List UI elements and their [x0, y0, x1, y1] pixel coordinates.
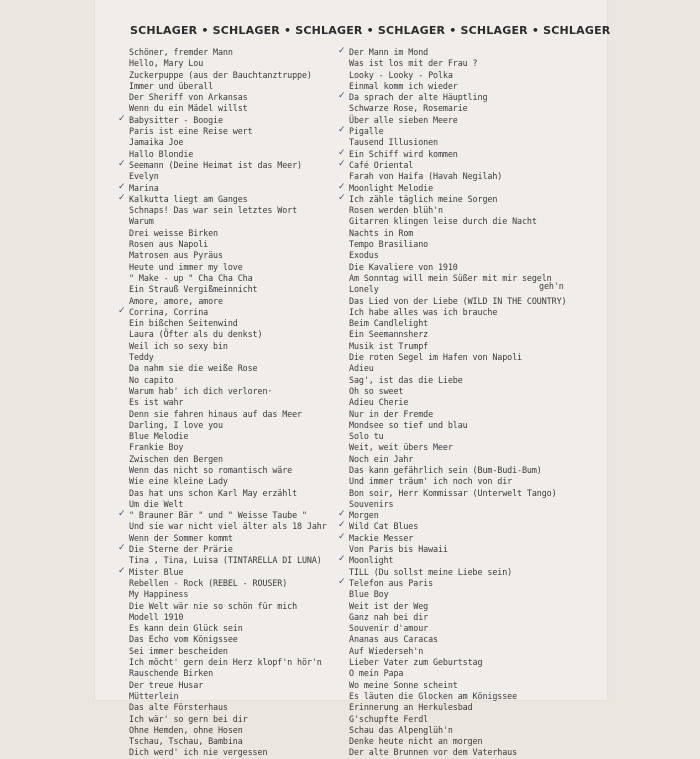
song-list-item [129, 171, 344, 182]
song-title: Mackie Messer [349, 532, 414, 543]
song-list-item [129, 476, 344, 487]
song-list-item [349, 668, 594, 679]
song-list-item [129, 81, 344, 92]
song-title: Tausend Illusionen [349, 137, 438, 148]
song-title: Lonely [349, 284, 379, 295]
song-title: Das kann gefährlich sein (Bum-Budi-Bum) [349, 464, 542, 475]
song-list-item [129, 205, 344, 216]
song-list-item [349, 228, 594, 239]
song-list-item [349, 420, 594, 431]
song-title: Und sie war nicht viel älter als 18 Jahr [129, 521, 327, 532]
song-list-item [129, 578, 344, 589]
song-title: Schnaps! Das war sein letztes Wort [129, 205, 298, 216]
song-title: Zwischen den Bergen [129, 453, 223, 464]
song-title: Denn sie fahren hinaus auf das Meer [129, 408, 302, 419]
song-list-item [129, 216, 344, 227]
song-title: Der treue Husar [129, 679, 204, 690]
song-list-item [129, 714, 344, 725]
song-title: Corrina, Corrina [129, 306, 209, 317]
song-title: Wild Cat Blues [349, 521, 419, 532]
song-title: Laura (Öfter als du denkst) [129, 329, 263, 340]
song-title: Die Kavaliere von 1910 [349, 261, 458, 272]
song-list-item [129, 58, 344, 69]
song-title: Marina [129, 182, 159, 193]
checkmark-icon: ✓ [338, 554, 346, 565]
song-list-item [349, 601, 594, 612]
song-list-item [129, 250, 344, 261]
checkmark-icon: ✓ [338, 531, 346, 542]
song-title: Weit, weit übers Meer [349, 442, 453, 453]
song-title: Dich werd' ich nie vergessen [129, 747, 268, 758]
checkmark-icon: ✓ [118, 158, 126, 169]
song-title: Über alle sieben Meere [349, 114, 458, 125]
song-title: Evelyn [129, 171, 159, 182]
song-list-item [129, 329, 344, 340]
song-title: Adieu Cherie [349, 397, 409, 408]
song-title: Denke heute nicht an morgen [349, 736, 483, 747]
song-list-item [338, 46, 594, 58]
song-list-item [129, 612, 344, 623]
song-list-item [118, 181, 344, 194]
song-list-item [129, 103, 344, 114]
song-title: Ich zähle täglich meine Sorgen [349, 193, 498, 204]
song-title: My Happiness [129, 589, 189, 600]
song-list-item [349, 702, 594, 713]
song-list-item [118, 192, 344, 205]
song-list-item [129, 747, 344, 758]
song-title: Das Echo vom Königssee [129, 634, 238, 645]
checkmark-icon: ✓ [338, 181, 346, 192]
checkmark-icon: ✓ [118, 181, 126, 192]
song-title: Looky - Looky - Polka [349, 69, 453, 80]
checkmark-icon: ✓ [118, 192, 126, 203]
song-list-item [349, 115, 594, 126]
song-list-item [129, 228, 344, 239]
song-list-item [349, 250, 594, 261]
song-list-item [349, 386, 594, 397]
song-title: Souvenirs [349, 498, 394, 509]
song-title: Der alte Brunnen vor dem Vaterhaus [349, 747, 518, 758]
checkmark-icon: ✓ [118, 509, 126, 520]
song-title: O mein Papa [349, 668, 404, 679]
song-title: Der Mann im Mond [349, 47, 429, 57]
song-title: Ein Schiff wird kommen [349, 148, 458, 159]
song-list-item [349, 634, 594, 645]
song-title: Schwarze Rose, Rosemarie [349, 103, 468, 114]
song-list-item [129, 375, 344, 386]
song-title: Noch ein Jahr [349, 453, 414, 464]
song-list-item [349, 691, 594, 702]
song-list-item [129, 601, 344, 612]
song-title: Gitarren klingen leise durch die Nacht [349, 216, 537, 227]
song-list-item [349, 612, 594, 623]
page-header: SCHLAGER • SCHLAGER • SCHLAGER • SCHLAGER • SCHLAGER • SCHLAGER [130, 24, 611, 37]
song-title: Telefon aus Paris [349, 577, 434, 588]
song-list-item [129, 454, 344, 465]
song-list-item [129, 657, 344, 668]
song-title: Drei weisse Birken [129, 227, 218, 238]
song-list-item [349, 81, 594, 92]
song-list-item [338, 125, 594, 137]
song-title: Pigalle [349, 126, 384, 137]
song-list-item [338, 520, 594, 532]
song-title: Bon soir, Herr Kommissar (Unterwelt Tango) [349, 487, 557, 498]
song-title: Nachts in Rom [349, 227, 414, 238]
song-title: Es kann dein Glück sein [129, 623, 243, 634]
checkmark-icon: ✓ [338, 509, 346, 520]
song-list-item [338, 158, 594, 171]
song-list-item [129, 442, 344, 453]
song-list-item [349, 352, 594, 363]
song-title: Darling, I love you [129, 419, 223, 430]
song-list-item [349, 465, 594, 476]
song-title: Wie eine kleine Lady [129, 476, 228, 487]
song-title: Warum hab' ich dich verloren· [129, 385, 273, 396]
song-list-item [129, 397, 344, 408]
song-list-item [129, 533, 344, 544]
song-title: Schöner, fremder Mann [129, 47, 233, 57]
song-title: Auf Wiederseh'n [349, 645, 424, 656]
song-list-item [129, 70, 344, 81]
song-list-item [118, 565, 344, 578]
song-list-item [349, 341, 594, 352]
song-list-item [349, 318, 594, 329]
song-title: Das hat uns schon Karl May erzählt [129, 487, 298, 498]
song-list-item [349, 680, 594, 691]
checkmark-icon: ✓ [338, 125, 346, 136]
song-title: Hello, Mary Lou [129, 58, 204, 69]
song-title: Souvenir d'amour [349, 623, 429, 634]
song-title: Es läuten die Glocken am Königssee [349, 690, 518, 701]
song-title: Seemann (Deine Heimat ist das Meer) [129, 159, 302, 170]
song-list-item [129, 273, 344, 284]
song-title: Mondsee so tief und blau [349, 419, 468, 430]
song-title: Moonlight Melodie [349, 182, 434, 193]
song-list-item [129, 691, 344, 702]
song-title: Lieber Vater zum Geburtstag [349, 657, 483, 668]
song-title: Farah von Haifa (Havah Negilah) [349, 171, 503, 182]
song-list-item [349, 205, 594, 216]
song-title: Weil ich so sexy bin [129, 340, 228, 351]
song-title: Ein Seemannsherz [349, 329, 429, 340]
song-list-item [349, 239, 594, 250]
song-title: Exodus [349, 250, 379, 261]
checkmark-icon: ✓ [338, 576, 346, 587]
song-list-item [129, 92, 344, 103]
song-title: Oh so sweet [349, 385, 404, 396]
song-title: Heute und immer my love [129, 261, 243, 272]
checkmark-icon: ✓ [118, 113, 126, 124]
song-list-item [338, 531, 594, 544]
song-list-item [349, 262, 594, 273]
song-title: Ich habe alles was ich brauche [349, 306, 498, 317]
song-list-item [129, 736, 344, 747]
song-list-item [129, 646, 344, 657]
song-title: Am Sonntag will mein Süßer mit mir segeln [349, 272, 552, 283]
song-title: Modell 1910 [129, 611, 184, 622]
song-list-item [349, 307, 594, 318]
song-title: " Brauner Bär " und " Weisse Taube " [129, 510, 307, 521]
song-list-item [349, 103, 594, 114]
song-list-item [129, 431, 344, 442]
checkmark-icon: ✓ [338, 91, 346, 102]
song-list-item [129, 488, 344, 499]
song-list-item [349, 137, 594, 148]
song-title: Die roten Segel im Hafen von Napoli [349, 352, 522, 363]
song-list-item [129, 284, 344, 295]
song-title: Wenn das nicht so romantisch wäre [129, 464, 293, 475]
song-title: Paris ist eine Reise wert [129, 126, 253, 137]
song-title: Der Sheriff von Arkansas [129, 92, 248, 103]
song-list-item [129, 239, 344, 250]
song-title: Blue Melodie [129, 431, 189, 442]
song-list-item [349, 657, 594, 668]
song-title: Da nahm sie die weiße Rose [129, 363, 258, 374]
song-title: TILL (Du sollst meine Liebe sein) [349, 566, 513, 577]
song-title: Zuckerpuppe (aus der Bauchtanztruppe) [129, 69, 312, 80]
checkmark-icon: ✓ [118, 543, 126, 554]
song-list-item [349, 363, 594, 374]
song-list-item [129, 680, 344, 691]
song-title: Kalkutta liegt am Ganges [129, 193, 248, 204]
song-list-item [118, 509, 344, 521]
song-list-item [338, 91, 594, 103]
song-list-item [338, 554, 594, 566]
song-list-item [349, 397, 594, 408]
song-list-item [349, 284, 594, 295]
song-title: Rauschende Birken [129, 668, 214, 679]
song-title: Da sprach der alte Häuptling [349, 92, 488, 103]
song-title: Mütterlein [129, 690, 179, 701]
song-list-item [349, 375, 594, 386]
song-list-item [129, 262, 344, 273]
song-list-item [349, 171, 594, 182]
song-list-item [129, 296, 344, 307]
song-title: Es ist wahr [129, 397, 184, 408]
song-title: Babysitter - Boogie [129, 114, 223, 125]
checkmark-icon: ✓ [338, 147, 346, 158]
song-title: Wo meine Sonne scheint [349, 679, 458, 690]
song-title: Wenn du ein Mädel willst [129, 103, 248, 114]
song-title: Weit ist der Weg [349, 600, 429, 611]
song-title: Amore, amore, amore [129, 295, 223, 306]
song-list-item [129, 634, 344, 645]
song-list-item [118, 305, 344, 318]
song-title: Das Lied von der Liebe (WILD IN THE COUNTRY) [349, 295, 567, 306]
song-title: Jamaika Joe [129, 137, 184, 148]
song-title: Hallo Blondie [129, 148, 194, 159]
song-title: Sag', ist das die Liebe [349, 374, 463, 385]
song-list-item [349, 476, 594, 487]
song-title: Frankie Boy [129, 442, 184, 453]
song-title: Sei immer bescheiden [129, 645, 228, 656]
song-list-item [349, 454, 594, 465]
song-list-item [349, 488, 594, 499]
song-title: Immer und überall [129, 80, 214, 91]
song-list-item [129, 137, 344, 148]
song-title: Nur in der Fremde [349, 408, 434, 419]
song-title: Ananas aus Caracas [349, 634, 438, 645]
song-title: Erinnerung an Herkulesbad [349, 702, 473, 713]
song-title: Ich möcht' gern dein Herz klopf'n hör'n [129, 657, 322, 668]
song-title: Solo tu [349, 431, 384, 442]
song-list-item [338, 509, 594, 521]
song-list-item [129, 725, 344, 736]
song-title: Und immer träum' ich noch von dir [349, 476, 513, 487]
song-title: Das alte Försterhaus [129, 702, 228, 713]
song-title: Rebellen - Rock (REBEL - ROUSER) [129, 577, 288, 588]
song-list-item [129, 623, 344, 634]
song-list-item [349, 714, 594, 725]
song-list-item [349, 442, 594, 453]
song-title: Ganz nah bei dir [349, 611, 429, 622]
song-list-item [338, 192, 594, 205]
song-list-right [338, 46, 594, 759]
song-title: Rosen werden blüh'n [349, 205, 443, 216]
song-list-item [129, 318, 344, 329]
song-title: Tempo Brasiliano [349, 239, 429, 250]
song-title: Moonlight [349, 555, 394, 566]
song-list-item [129, 341, 344, 352]
song-list-item [129, 149, 344, 160]
song-list-item [118, 543, 344, 555]
song-list-item [349, 409, 594, 420]
song-title: Rosen aus Napoli [129, 239, 209, 250]
song-list-item [129, 668, 344, 679]
song-title: Ein Strauß Vergißmeinnicht [129, 284, 258, 295]
checkmark-icon: ✓ [118, 565, 126, 576]
song-list-item [338, 181, 594, 194]
song-title: Matrosen aus Pyräus [129, 250, 223, 261]
song-list-item [349, 589, 594, 600]
song-list-item [129, 386, 344, 397]
song-list-item [349, 431, 594, 442]
song-title: Teddy [129, 352, 154, 363]
song-list-item [129, 555, 344, 566]
song-list-left [118, 47, 344, 759]
song-title: " Make - up " Cha Cha Cha [129, 272, 253, 283]
song-title: Morgen [349, 510, 379, 521]
song-title: Blue Boy [349, 589, 389, 600]
song-title: Um die Welt [129, 498, 184, 509]
song-title: Adieu [349, 363, 374, 374]
song-list-item [349, 567, 594, 578]
song-list-item [349, 747, 594, 758]
song-title: Was ist los mit der Frau ? [349, 58, 478, 69]
song-list-item [129, 499, 344, 510]
song-title: Tina , Tina, Luisa (TINTARELLA DI LUNA) [129, 555, 322, 566]
song-title: G'schupfte Ferdl [349, 713, 429, 724]
song-list-item [129, 47, 344, 58]
song-title: Die Sterne der Prärie [129, 544, 233, 555]
song-title: Ein bißchen Seitenwind [129, 318, 238, 329]
song-list-item [349, 646, 594, 657]
song-list-item [349, 216, 594, 227]
song-list-item [349, 58, 594, 69]
song-title: Die Welt wär nie so schön für mich [129, 600, 298, 611]
song-list-item [338, 147, 594, 160]
song-title: Schau das Alpenglüh'n [349, 724, 453, 735]
song-list-item [129, 521, 344, 532]
song-list-item [349, 725, 594, 736]
song-list-item [129, 589, 344, 600]
song-list-item [118, 158, 344, 171]
song-title: Einmal komm ich wieder [349, 80, 458, 91]
checkmark-icon: ✓ [338, 192, 346, 203]
song-list-item [349, 70, 594, 81]
song-list-item [129, 126, 344, 137]
song-title: Tschau, Tschau, Bambina [129, 736, 243, 747]
song-title: Warum [129, 216, 154, 227]
song-list-item [129, 409, 344, 420]
song-list-item [349, 544, 594, 555]
song-title: Mister Blue [129, 566, 184, 577]
song-list-item [349, 736, 594, 747]
song-list-item [129, 352, 344, 363]
song-list-item [349, 329, 594, 340]
song-list-item [118, 113, 344, 126]
checkmark-icon: ✓ [118, 305, 126, 316]
song-title-continuation: geh'n [539, 280, 564, 291]
song-title: Ohne Hemden, ohne Hosen [129, 724, 243, 735]
song-title: Beim Candlelight [349, 318, 429, 329]
song-title: No capito [129, 374, 174, 385]
checkmark-icon: ✓ [338, 46, 346, 56]
song-list-item [349, 499, 594, 510]
song-title: Ich wär' so gern bei dir [129, 713, 248, 724]
song-list-item [338, 576, 594, 589]
song-list-item [129, 363, 344, 374]
song-title: Café Oriental [349, 159, 414, 170]
song-title: Von Paris bis Hawaii [349, 544, 448, 555]
checkmark-icon: ✓ [338, 520, 346, 531]
checkmark-icon: ✓ [338, 158, 346, 169]
song-list-item [129, 702, 344, 713]
song-title: Wenn der Sommer kommt [129, 532, 233, 543]
song-title: Musik ist Trumpf [349, 340, 429, 351]
song-list-item [349, 623, 594, 634]
song-list-item [129, 465, 344, 476]
song-list-item [129, 420, 344, 431]
song-list-item [349, 296, 594, 307]
